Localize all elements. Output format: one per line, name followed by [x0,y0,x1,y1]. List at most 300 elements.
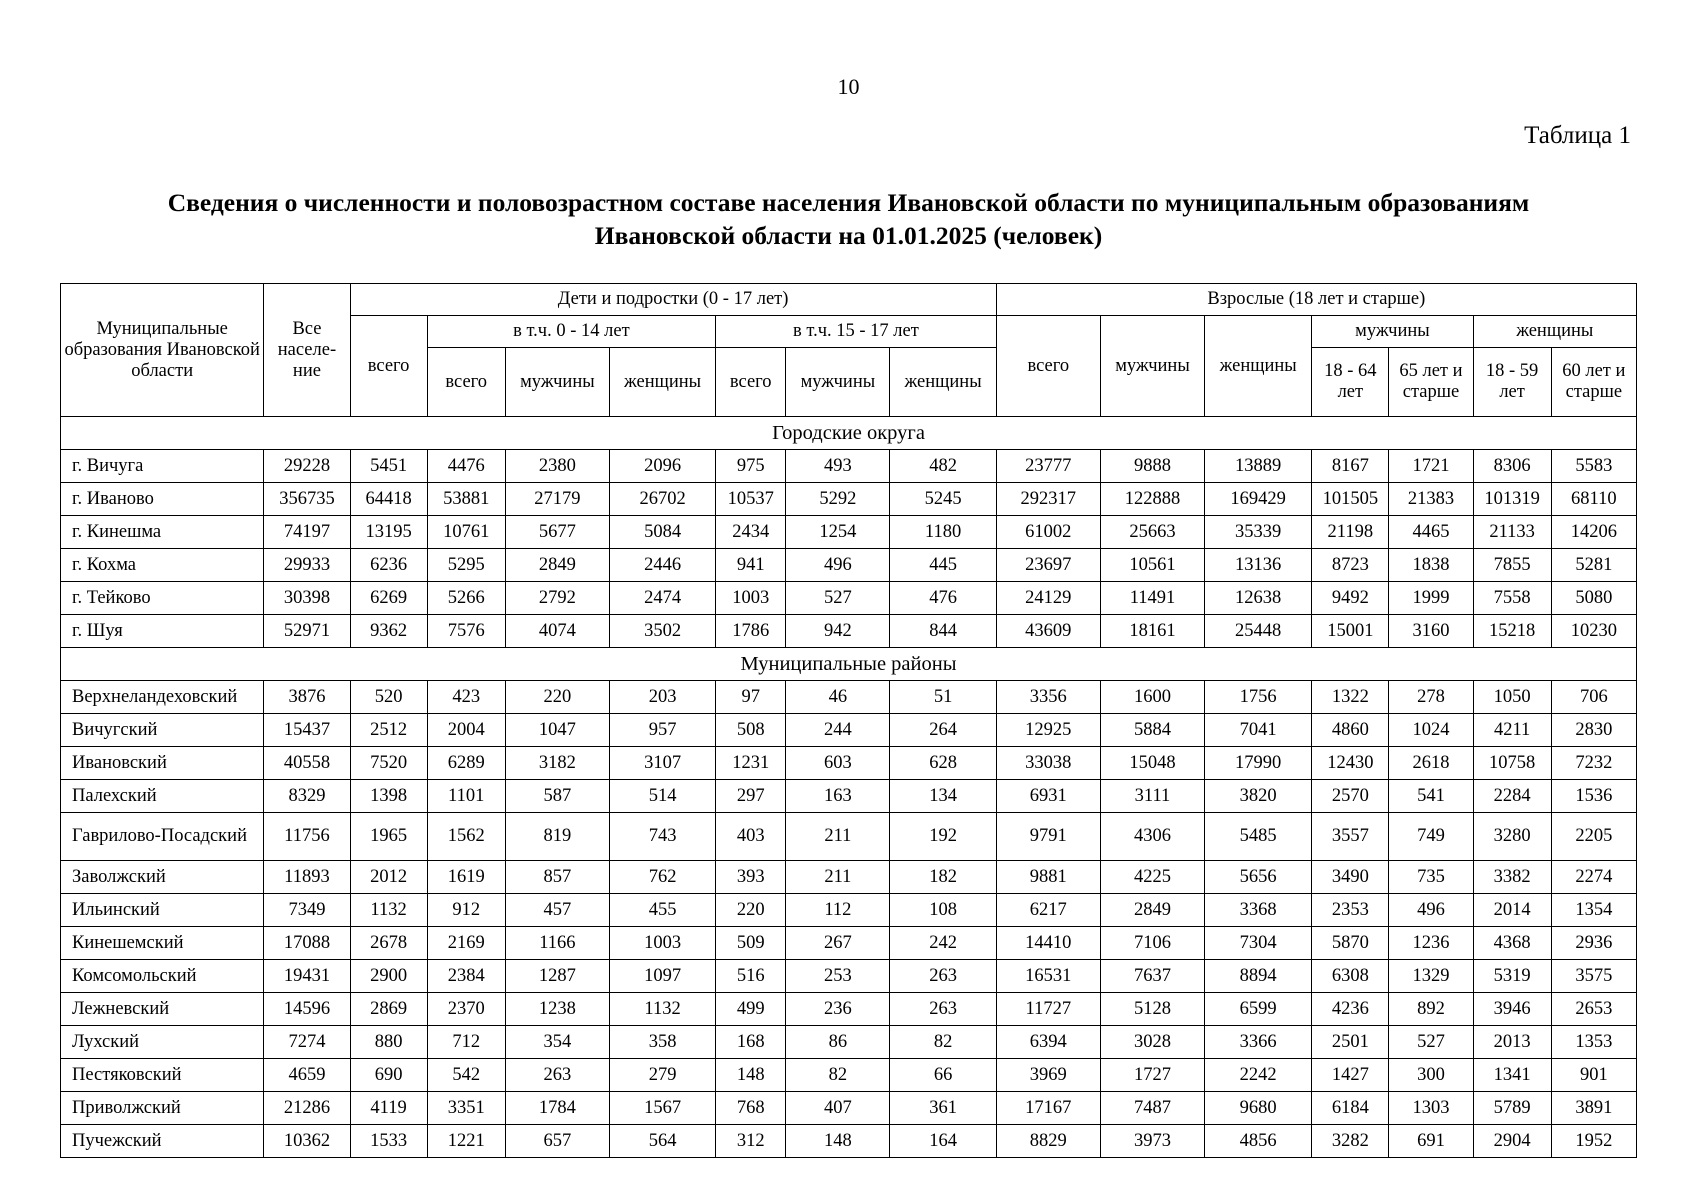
header-0-14-total: всего [427,348,505,417]
value-cell: 2653 [1551,993,1636,1026]
municipality-name-cell: Приволжский [61,1092,264,1125]
value-cell: 5281 [1551,549,1636,582]
value-cell: 242 [890,927,996,960]
value-cell: 628 [890,747,996,780]
value-cell: 14410 [996,927,1100,960]
table-body [61,417,1637,1158]
value-cell: 1166 [505,927,609,960]
value-cell: 1254 [786,516,890,549]
table-row [61,582,1637,615]
value-cell: 3969 [996,1059,1100,1092]
value-cell: 1838 [1389,549,1473,582]
value-cell: 4476 [427,450,505,483]
value-cell: 112 [786,894,890,927]
value-cell: 7558 [1473,582,1551,615]
value-cell: 9888 [1100,450,1204,483]
value-cell: 7855 [1473,549,1551,582]
value-cell: 1097 [609,960,715,993]
value-cell: 2446 [609,549,715,582]
value-cell: 361 [890,1092,996,1125]
municipality-name-cell: Верхнеландеховский [61,681,264,714]
table-row [61,960,1637,993]
value-cell: 527 [786,582,890,615]
value-cell: 712 [427,1026,505,1059]
header-adults-group: Взрослые (18 лет и старше) [996,284,1636,316]
table-row [61,483,1637,516]
value-cell: 3575 [1551,960,1636,993]
value-cell: 445 [890,549,996,582]
value-cell: 2380 [505,450,609,483]
value-cell: 6269 [350,582,427,615]
value-cell: 278 [1389,681,1473,714]
value-cell: 7349 [264,894,350,927]
value-cell: 220 [505,681,609,714]
section-title: Муниципальные районы [61,648,1637,681]
value-cell: 1231 [716,747,786,780]
table-row [61,450,1637,483]
value-cell: 3111 [1100,780,1204,813]
value-cell: 762 [609,861,715,894]
value-cell: 263 [890,993,996,1026]
value-cell: 10561 [1100,549,1204,582]
municipality-name-cell: Кинешемский [61,927,264,960]
municipality-name-cell: Гаврилово-Посадский [61,813,264,861]
value-cell: 211 [786,861,890,894]
municipality-name-cell: г. Кинешма [61,516,264,549]
value-cell: 18161 [1100,615,1204,648]
value-cell: 892 [1389,993,1473,1026]
value-cell: 2849 [1100,894,1204,927]
value-cell: 19431 [264,960,350,993]
value-cell: 1341 [1473,1059,1551,1092]
value-cell: 17167 [996,1092,1100,1125]
municipality-name-cell: Вичугский [61,714,264,747]
value-cell: 1238 [505,993,609,1026]
value-cell: 2434 [716,516,786,549]
value-cell: 941 [716,549,786,582]
value-cell: 857 [505,861,609,894]
value-cell: 2370 [427,993,505,1026]
value-cell: 691 [1389,1125,1473,1158]
value-cell: 312 [716,1125,786,1158]
value-cell: 2900 [350,960,427,993]
value-cell: 3368 [1205,894,1312,927]
value-cell: 5884 [1100,714,1204,747]
value-cell: 527 [1389,1026,1473,1059]
value-cell: 356735 [264,483,350,516]
value-cell: 12638 [1205,582,1312,615]
value-cell: 10230 [1551,615,1636,648]
value-cell: 482 [890,450,996,483]
value-cell: 15048 [1100,747,1204,780]
value-cell: 61002 [996,516,1100,549]
value-cell: 163 [786,780,890,813]
value-cell: 5080 [1551,582,1636,615]
value-cell: 508 [716,714,786,747]
value-cell: 1354 [1551,894,1636,927]
header-adults-male: мужчины [1100,316,1204,417]
value-cell: 1965 [350,813,427,861]
value-cell: 1180 [890,516,996,549]
value-cell: 6217 [996,894,1100,927]
header-women-18-59: 18 - 59 лет [1473,348,1551,417]
municipality-name-cell: Ильинский [61,894,264,927]
section-title: Городские округа [61,417,1637,450]
municipality-name-cell: г. Кохма [61,549,264,582]
table-row [61,549,1637,582]
value-cell: 4211 [1473,714,1551,747]
value-cell: 8167 [1312,450,1389,483]
value-cell: 403 [716,813,786,861]
table-row [61,516,1637,549]
section-header-row [61,417,1637,450]
table-header [61,284,1637,417]
value-cell: 17088 [264,927,350,960]
value-cell: 3973 [1100,1125,1204,1158]
value-cell: 3182 [505,747,609,780]
value-cell: 1132 [609,993,715,1026]
value-cell: 735 [1389,861,1473,894]
value-cell: 17990 [1205,747,1312,780]
municipality-name-cell: Пучежский [61,1125,264,1158]
value-cell: 2205 [1551,813,1636,861]
header-0-14-female: женщины [609,348,715,417]
header-children-total: всего [350,316,427,417]
value-cell: 1236 [1389,927,1473,960]
value-cell: 5789 [1473,1092,1551,1125]
document-title-line-1: Сведения о численности и половозрастном составе населения Ивановской области по муниципальным образованиям [167,188,1530,217]
value-cell: 975 [716,450,786,483]
value-cell: 3280 [1473,813,1551,861]
table-row [61,894,1637,927]
value-cell: 1303 [1389,1092,1473,1125]
value-cell: 1999 [1389,582,1473,615]
header-15-17-total: всего [716,348,786,417]
value-cell: 496 [786,549,890,582]
value-cell: 7487 [1100,1092,1204,1125]
value-cell: 8829 [996,1125,1100,1158]
value-cell: 25663 [1100,516,1204,549]
value-cell: 6308 [1312,960,1389,993]
value-cell: 164 [890,1125,996,1158]
municipality-name-cell: Лухский [61,1026,264,1059]
value-cell: 263 [890,960,996,993]
value-cell: 21383 [1389,483,1473,516]
value-cell: 23777 [996,450,1100,483]
value-cell: 7304 [1205,927,1312,960]
value-cell: 11893 [264,861,350,894]
value-cell: 7637 [1100,960,1204,993]
value-cell: 3891 [1551,1092,1636,1125]
value-cell: 1567 [609,1092,715,1125]
header-men-group: мужчины [1312,316,1473,348]
value-cell: 3490 [1312,861,1389,894]
value-cell: 2512 [350,714,427,747]
value-cell: 3820 [1205,780,1312,813]
table-row [61,1125,1637,1158]
municipality-name-cell: г. Иваново [61,483,264,516]
document-title-line-2: Ивановской области на 01.01.2025 (человек) [594,221,1103,250]
value-cell: 101505 [1312,483,1389,516]
value-cell: 768 [716,1092,786,1125]
value-cell: 5292 [786,483,890,516]
value-cell: 4225 [1100,861,1204,894]
value-cell: 169429 [1205,483,1312,516]
value-cell: 86 [786,1026,890,1059]
value-cell: 1619 [427,861,505,894]
value-cell: 4306 [1100,813,1204,861]
value-cell: 23697 [996,549,1100,582]
value-cell: 1727 [1100,1059,1204,1092]
value-cell: 5295 [427,549,505,582]
value-cell: 455 [609,894,715,927]
header-age-15-17: в т.ч. 15 - 17 лет [716,316,997,348]
value-cell: 3282 [1312,1125,1389,1158]
value-cell: 2792 [505,582,609,615]
value-cell: 300 [1389,1059,1473,1092]
value-cell: 358 [609,1026,715,1059]
value-cell: 82 [786,1059,890,1092]
value-cell: 7576 [427,615,505,648]
value-cell: 292317 [996,483,1100,516]
value-cell: 3557 [1312,813,1389,861]
value-cell: 1533 [350,1125,427,1158]
value-cell: 33038 [996,747,1100,780]
value-cell: 11727 [996,993,1100,1026]
value-cell: 476 [890,582,996,615]
value-cell: 2830 [1551,714,1636,747]
value-cell: 11756 [264,813,350,861]
value-cell: 587 [505,780,609,813]
value-cell: 354 [505,1026,609,1059]
header-15-17-male: мужчины [786,348,890,417]
value-cell: 15001 [1312,615,1389,648]
municipality-name-cell: г. Тейково [61,582,264,615]
value-cell: 16531 [996,960,1100,993]
value-cell: 1101 [427,780,505,813]
value-cell: 9791 [996,813,1100,861]
value-cell: 253 [786,960,890,993]
header-adults-total: всего [996,316,1100,417]
value-cell: 749 [1389,813,1473,861]
value-cell: 68110 [1551,483,1636,516]
value-cell: 4074 [505,615,609,648]
value-cell: 2678 [350,927,427,960]
value-cell: 2849 [505,549,609,582]
municipality-name-cell: Лежневский [61,993,264,1026]
value-cell: 46 [786,681,890,714]
table-row [61,747,1637,780]
table-row [61,1092,1637,1125]
value-cell: 8329 [264,780,350,813]
value-cell: 203 [609,681,715,714]
page-number: 10 [837,74,860,99]
value-cell: 6394 [996,1026,1100,1059]
value-cell: 4368 [1473,927,1551,960]
value-cell: 52971 [264,615,350,648]
value-cell: 122888 [1100,483,1204,516]
value-cell: 2014 [1473,894,1551,927]
value-cell: 10761 [427,516,505,549]
value-cell: 5583 [1551,450,1636,483]
value-cell: 819 [505,813,609,861]
value-cell: 5319 [1473,960,1551,993]
value-cell: 5870 [1312,927,1389,960]
value-cell: 493 [786,450,890,483]
value-cell: 2353 [1312,894,1389,927]
value-cell: 1221 [427,1125,505,1158]
value-cell: 10758 [1473,747,1551,780]
value-cell: 541 [1389,780,1473,813]
value-cell: 4236 [1312,993,1389,1026]
value-cell: 4659 [264,1059,350,1092]
value-cell: 2384 [427,960,505,993]
value-cell: 21133 [1473,516,1551,549]
value-cell: 182 [890,861,996,894]
value-cell: 520 [350,681,427,714]
value-cell: 4860 [1312,714,1389,747]
value-cell: 1784 [505,1092,609,1125]
value-cell: 5128 [1100,993,1204,1026]
value-cell: 13889 [1205,450,1312,483]
value-cell: 1003 [716,582,786,615]
value-cell: 2570 [1312,780,1389,813]
value-cell: 5656 [1205,861,1312,894]
value-cell: 2242 [1205,1059,1312,1092]
header-age-0-14: в т.ч. 0 - 14 лет [427,316,716,348]
value-cell: 516 [716,960,786,993]
value-cell: 263 [505,1059,609,1092]
value-cell: 53881 [427,483,505,516]
value-cell: 1721 [1389,450,1473,483]
value-cell: 13136 [1205,549,1312,582]
value-cell: 4465 [1389,516,1473,549]
value-cell: 690 [350,1059,427,1092]
value-cell: 30398 [264,582,350,615]
value-cell: 1024 [1389,714,1473,747]
value-cell: 4856 [1205,1125,1312,1158]
municipality-name-cell: г. Шуя [61,615,264,648]
value-cell: 4119 [350,1092,427,1125]
table-row [61,615,1637,648]
value-cell: 168 [716,1026,786,1059]
value-cell: 6184 [1312,1092,1389,1125]
table-row [61,780,1637,813]
value-cell: 26702 [609,483,715,516]
value-cell: 5266 [427,582,505,615]
municipality-name-cell: Палехский [61,780,264,813]
value-cell: 6599 [1205,993,1312,1026]
value-cell: 393 [716,861,786,894]
document-title [60,186,1637,252]
population-table [60,283,1637,1158]
value-cell: 8306 [1473,450,1551,483]
table-row [61,681,1637,714]
value-cell: 9881 [996,861,1100,894]
header-children-group: Дети и подростки (0 - 17 лет) [350,284,996,316]
value-cell: 1287 [505,960,609,993]
value-cell: 1353 [1551,1026,1636,1059]
value-cell: 264 [890,714,996,747]
section-header-row [61,648,1637,681]
value-cell: 3382 [1473,861,1551,894]
value-cell: 192 [890,813,996,861]
value-cell: 40558 [264,747,350,780]
value-cell: 211 [786,813,890,861]
value-cell: 3356 [996,681,1100,714]
value-cell: 457 [505,894,609,927]
value-cell: 97 [716,681,786,714]
value-cell: 108 [890,894,996,927]
value-cell: 3160 [1389,615,1473,648]
value-cell: 43609 [996,615,1100,648]
value-cell: 10362 [264,1125,350,1158]
value-cell: 657 [505,1125,609,1158]
value-cell: 15218 [1473,615,1551,648]
value-cell: 3502 [609,615,715,648]
value-cell: 134 [890,780,996,813]
value-cell: 29228 [264,450,350,483]
header-adults-female: женщины [1205,316,1312,417]
value-cell: 24129 [996,582,1100,615]
value-cell: 603 [786,747,890,780]
value-cell: 148 [786,1125,890,1158]
value-cell: 9362 [350,615,427,648]
value-cell: 7232 [1551,747,1636,780]
value-cell: 11491 [1100,582,1204,615]
value-cell: 3028 [1100,1026,1204,1059]
value-cell: 407 [786,1092,890,1125]
value-cell: 1047 [505,714,609,747]
value-cell: 6289 [427,747,505,780]
municipality-name-cell: г. Вичуга [61,450,264,483]
value-cell: 12925 [996,714,1100,747]
value-cell: 297 [716,780,786,813]
value-cell: 101319 [1473,483,1551,516]
value-cell: 2474 [609,582,715,615]
value-cell: 2284 [1473,780,1551,813]
value-cell: 267 [786,927,890,960]
value-cell: 236 [786,993,890,1026]
value-cell: 21198 [1312,516,1389,549]
value-cell: 7106 [1100,927,1204,960]
header-0-14-male: мужчины [505,348,609,417]
value-cell: 14596 [264,993,350,1026]
value-cell: 8723 [1312,549,1389,582]
value-cell: 35339 [1205,516,1312,549]
value-cell: 2869 [350,993,427,1026]
value-cell: 5677 [505,516,609,549]
value-cell: 2096 [609,450,715,483]
value-cell: 244 [786,714,890,747]
value-cell: 942 [786,615,890,648]
value-cell: 5245 [890,483,996,516]
value-cell: 509 [716,927,786,960]
value-cell: 564 [609,1125,715,1158]
value-cell: 496 [1389,894,1473,927]
header-women-60-plus: 60 лет и старше [1551,348,1636,417]
value-cell: 14206 [1551,516,1636,549]
value-cell: 423 [427,681,505,714]
municipality-name-cell: Ивановский [61,747,264,780]
value-cell: 1756 [1205,681,1312,714]
value-cell: 880 [350,1026,427,1059]
value-cell: 1398 [350,780,427,813]
value-cell: 82 [890,1026,996,1059]
value-cell: 499 [716,993,786,1026]
value-cell: 1562 [427,813,505,861]
value-cell: 8894 [1205,960,1312,993]
